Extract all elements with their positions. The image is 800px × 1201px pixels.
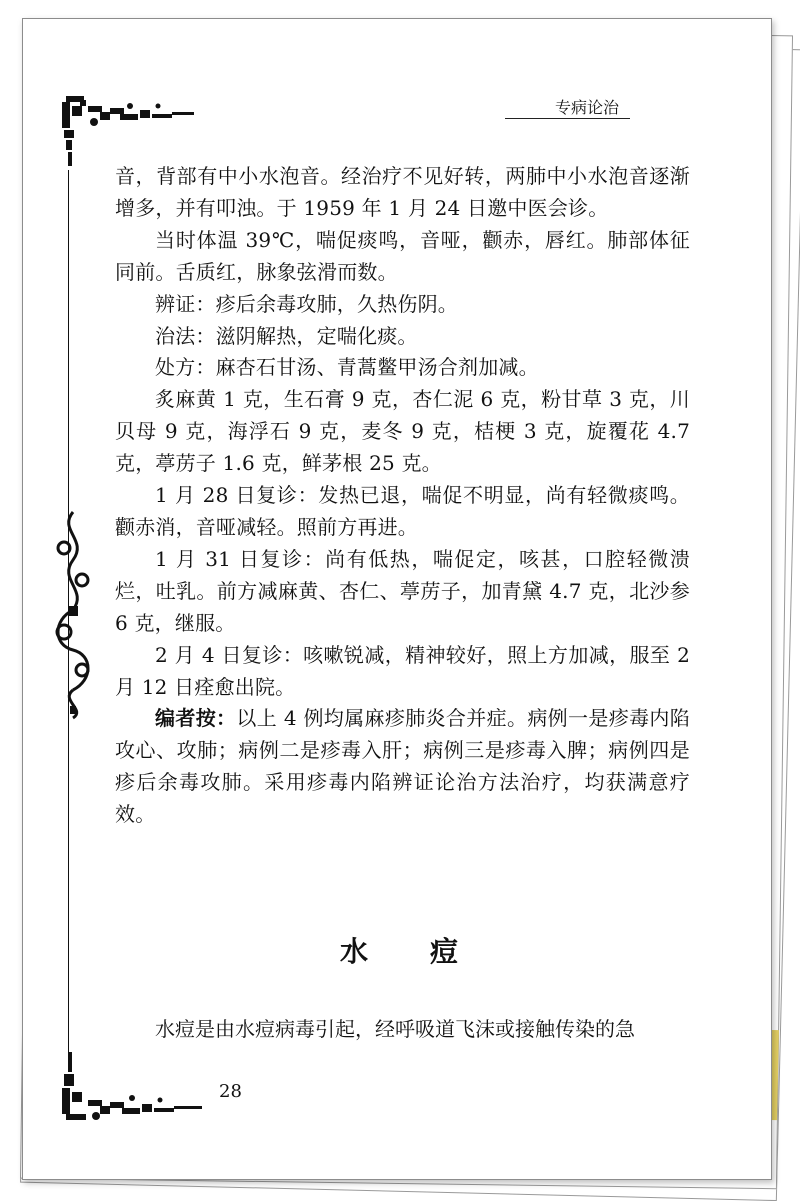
- editor-note-text: 以上 4 例均属麻疹肺炎合并症。病例一是疹毒内陷攻心、攻肺；病例二是疹毒入肝；病例三是疹毒入脾；病例四是疹后余毒攻肺。采用疹毒内陷辨证论治方法治疗，均获满意疗效。: [115, 706, 690, 827]
- bottom-corner-ornament-icon: [60, 1052, 210, 1132]
- header-rule: [505, 118, 630, 119]
- paragraph: 1 月 28 日复诊：发热已退，喘促不明显，尚有轻微痰鸣。颧赤消，音哑减轻。照前方再进。: [115, 483, 690, 539]
- page-number: 28: [219, 1081, 242, 1102]
- paragraph: 当时体温 39℃，喘促痰鸣，音哑，颧赤，唇红。肺部体征同前。舌质红，脉象弦滑而数。: [115, 227, 690, 284]
- section-intro: 水痘是由水痘病毒引起，经呼吸道飞沫或接触传染的急: [155, 1017, 635, 1041]
- paragraph: 处方：麻杏石甘汤、青蒿鳖甲汤合剂加减。: [155, 355, 539, 380]
- paragraph: 治法：滋阴解热，定喘化痰。: [155, 323, 418, 348]
- paragraph: 音，背部有中小水泡音。经治疗不见好转，两肺中小水泡音逐渐增多，并有叩浊。于 1959 年 1 月 24 日邀中医会诊。: [115, 164, 690, 220]
- paragraph: 炙麻黄 1 克，生石膏 9 克，杏仁泥 6 克，粉甘草 3 克，川贝母 9 克，海浮石 9 克，麦冬 9 克，桔梗 3 克，旋覆花 4.7 克，葶苈子 1.6 克，鲜茅根 25 克。: [115, 387, 690, 476]
- editor-note-label: 编者按：: [155, 706, 237, 731]
- running-header: 专病论治: [555, 98, 620, 117]
- body-text: [115, 161, 690, 831]
- section-title-second: 痘: [430, 935, 461, 968]
- section-title-first: 水: [339, 935, 370, 968]
- paragraph: 辨证：疹后余毒攻肺，久热伤阴。: [155, 291, 458, 316]
- top-corner-ornament-icon: [60, 92, 200, 172]
- paragraph: 1 月 31 日复诊：尚有低热，喘促定，咳甚，口腔轻微溃烂，吐乳。前方减麻黄、杏仁、葶苈子，加青黛 4.7 克，北沙参 6 克，继服。: [115, 546, 690, 635]
- side-scroll-ornament-icon: [48, 510, 98, 720]
- editor-note: [115, 703, 690, 831]
- paragraph: 2 月 4 日复诊：咳嗽锐减，精神较好，照上方加减，服至 2 月 12 日痊愈出院。: [115, 642, 690, 699]
- section-title: [0, 930, 800, 970]
